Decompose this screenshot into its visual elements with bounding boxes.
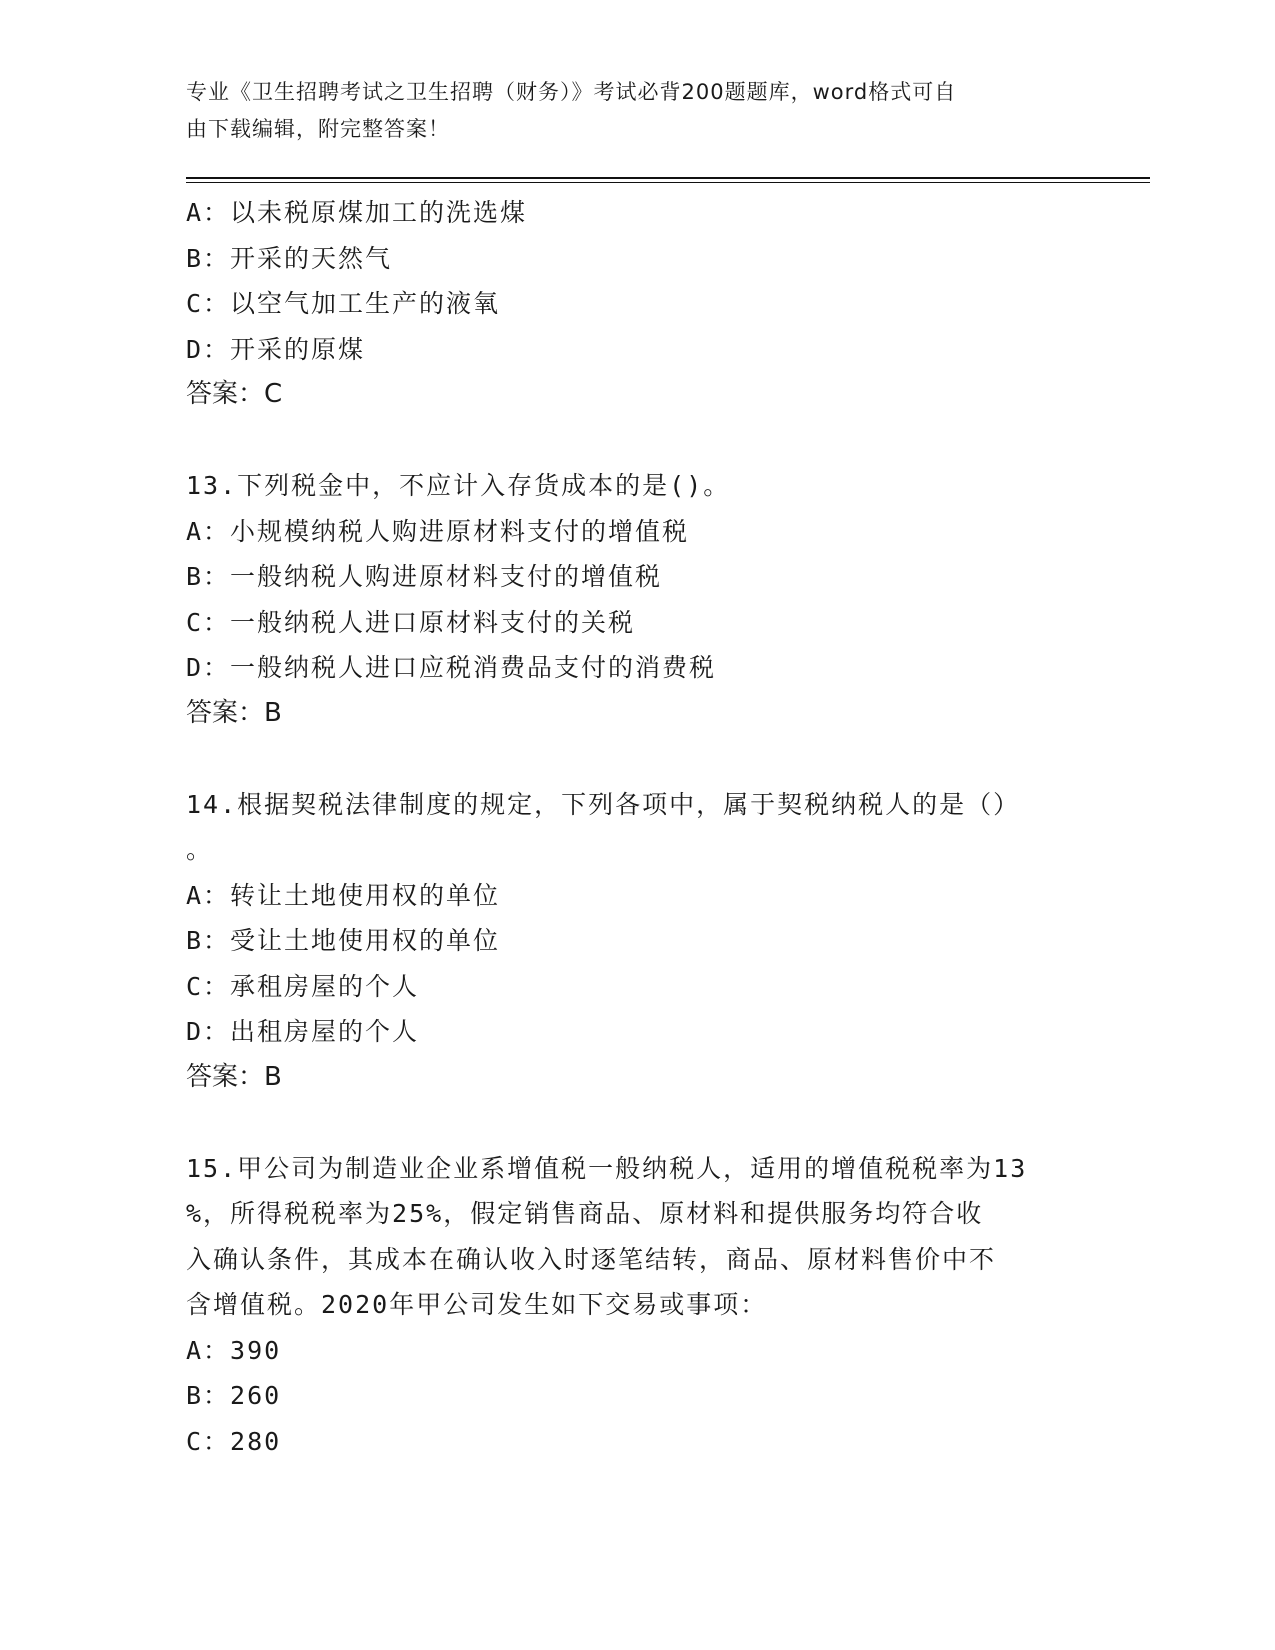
option-a: A：转让土地使用权的单位 bbox=[186, 880, 501, 910]
option-b: B：受让土地使用权的单位 bbox=[186, 926, 501, 955]
question-list bbox=[186, 190, 1086, 1464]
question-stem: 13.下列税金中，不应计入存货成本的是()。 bbox=[186, 471, 731, 500]
question-stem-continued: 含增值税。2020年甲公司发生如下交易或事项： bbox=[186, 1290, 768, 1319]
header-rule-thin bbox=[186, 182, 1150, 183]
option-b: B：260 bbox=[186, 1381, 282, 1410]
option-c: C：以空气加工生产的液氧 bbox=[186, 289, 501, 318]
answer: 答案：B bbox=[186, 697, 282, 728]
option-a: A：小规模纳税人购进原材料支付的增值税 bbox=[186, 516, 690, 546]
option-d: D：出租房屋的个人 bbox=[186, 1017, 420, 1046]
option-a: A：以未税原煤加工的洗选煤 bbox=[186, 198, 528, 227]
option-a: A：390 bbox=[186, 1335, 282, 1365]
question-stem: 15.甲公司为制造业企业系增值税一般纳税人，适用的增值税税率为13 bbox=[186, 1153, 1028, 1183]
question-stem-continued: 入确认条件，其成本在确认收入时逐笔结转，商品、原材料售价中不 bbox=[186, 1244, 997, 1274]
question-block-12 bbox=[186, 190, 1086, 418]
question-stem-continued: 。 bbox=[186, 835, 214, 864]
option-c: C：承租房屋的个人 bbox=[186, 971, 420, 1001]
header-line-2: 由下载编辑，附完整答案！ bbox=[186, 117, 450, 141]
answer: 答案：C bbox=[186, 379, 283, 409]
option-c: C：280 bbox=[186, 1426, 282, 1456]
option-b: B：一般纳税人购进原材料支付的增值税 bbox=[186, 562, 663, 591]
header-rule-thick bbox=[186, 177, 1150, 179]
option-c: C：一般纳税人进口原材料支付的关税 bbox=[186, 607, 636, 637]
option-d: D：开采的原煤 bbox=[186, 334, 366, 364]
document-header bbox=[186, 74, 1086, 148]
answer: 答案：B bbox=[186, 1061, 282, 1092]
question-stem-continued: %，所得税税率为25%，假定销售商品、原材料和提供服务均符合收 bbox=[186, 1199, 984, 1228]
question-stem: 14.根据契税法律制度的规定，下列各项中，属于契税纳税人的是（） bbox=[186, 789, 1021, 819]
question-block-15 bbox=[186, 1146, 1086, 1465]
header-line-1: 专业《卫生招聘考试之卫生招聘（财务）》考试必背200题题库，word格式可自 bbox=[186, 80, 957, 104]
option-b: B：开采的天然气 bbox=[186, 243, 393, 273]
option-d: D：一般纳税人进口应税消费品支付的消费税 bbox=[186, 653, 717, 682]
question-block-14 bbox=[186, 782, 1086, 1101]
question-block-13 bbox=[186, 463, 1086, 736]
